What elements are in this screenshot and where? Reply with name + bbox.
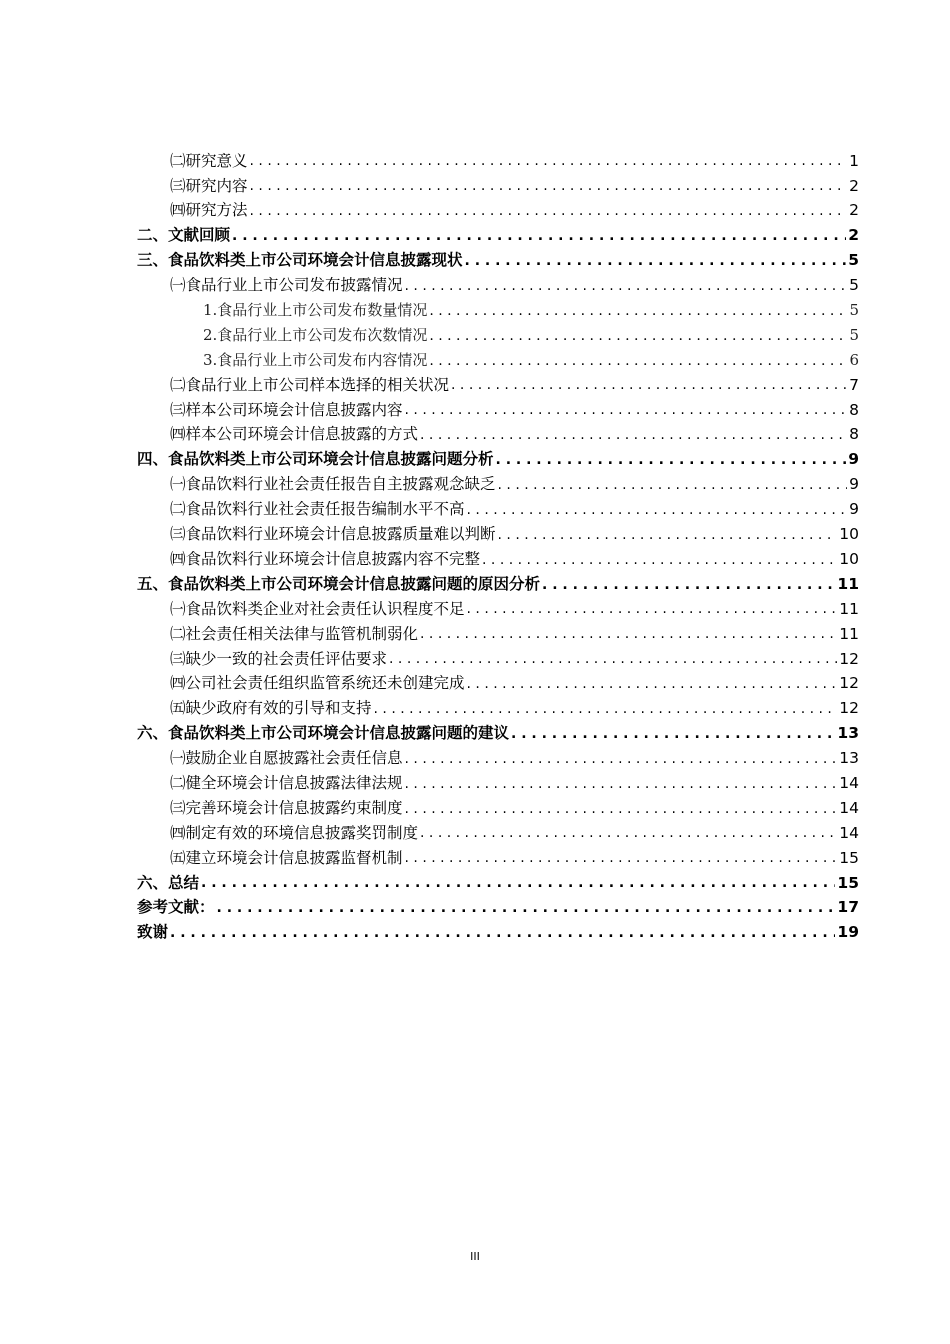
toc-entry-title: ㈠食品行业上市公司发布披露情况 (170, 276, 403, 295)
toc-leader-dots (232, 229, 846, 243)
toc-entry[interactable] (137, 796, 859, 821)
toc-entry-page: 13 (839, 749, 859, 768)
toc-entry-page: 11 (839, 599, 859, 618)
toc-entry-title: ㈣制定有效的环境信息披露奖罚制度 (170, 823, 419, 842)
toc-entry-title: 致谢 (137, 923, 169, 942)
toc-entry-title: 3.食品行业上市公司发布内容情况 (203, 351, 428, 370)
toc-entry[interactable] (137, 896, 859, 921)
toc-entry[interactable] (137, 647, 859, 672)
toc-entry-page: 9 (849, 500, 859, 519)
toc-entry-page: 1 (849, 151, 859, 170)
toc-leader-dots (420, 826, 837, 840)
toc-entry[interactable] (137, 746, 859, 771)
toc-entry[interactable] (137, 249, 859, 274)
toc-leader-dots (511, 727, 835, 741)
toc-leader-dots (467, 602, 838, 616)
toc-entry-page: 5 (849, 276, 859, 295)
toc-entry[interactable] (137, 473, 859, 498)
toc-leader-dots (170, 926, 835, 940)
toc-entry[interactable] (137, 199, 859, 224)
toc-entry-page: 15 (837, 873, 859, 892)
toc-entry[interactable] (137, 697, 859, 722)
toc-entry-page: 2 (849, 201, 859, 220)
toc-leader-dots (250, 154, 847, 168)
toc-leader-dots (496, 453, 847, 467)
toc-entry[interactable] (137, 423, 859, 448)
page-number: III (470, 1250, 480, 1263)
toc-entry[interactable] (137, 821, 859, 846)
toc-entry[interactable] (137, 572, 859, 597)
toc-entry[interactable] (137, 522, 859, 547)
toc-entry-page: 14 (839, 773, 859, 792)
toc-entry-page: 19 (837, 923, 859, 942)
toc-entry-title: ㈠鼓励企业自愿披露社会责任信息 (170, 749, 403, 768)
toc-entry[interactable] (137, 373, 859, 398)
toc-entry-title: 2.食品行业上市公司发布次数情况 (203, 326, 428, 345)
toc-entry-title: 五、食品饮料类上市公司环境会计信息披露问题的原因分析 (137, 574, 541, 593)
toc-leader-dots (250, 179, 847, 193)
toc-entry-page: 14 (839, 823, 859, 842)
toc-entry-title: ㈢研究内容 (170, 176, 248, 195)
toc-entry-page: 10 (839, 549, 859, 568)
toc-entry-title: ㈡社会责任相关法律与监管机制弱化 (170, 624, 419, 643)
toc-entry-page: 10 (839, 525, 859, 544)
toc-entry-page: 2 (849, 176, 859, 195)
toc-leader-dots (429, 304, 847, 318)
toc-entry-title: ㈡研究意义 (170, 151, 248, 170)
toc-entry-page: 5 (849, 326, 859, 345)
toc-entry-title: ㈢样本公司环境会计信息披露内容 (170, 400, 403, 419)
toc-entry[interactable] (137, 273, 859, 298)
toc-entry-title: 二、文献回顾 (137, 226, 231, 245)
toc-leader-dots (465, 254, 847, 268)
toc-leader-dots (498, 528, 838, 542)
toc-entry[interactable] (137, 771, 859, 796)
toc-entry[interactable] (137, 846, 859, 871)
toc-entry-page: 13 (837, 724, 859, 743)
toc-leader-dots (405, 777, 838, 791)
toc-leader-dots (217, 901, 836, 915)
toc-entry-page: 8 (849, 425, 859, 444)
toc-entry-title: ㈠食品饮料行业社会责任报告自主披露观念缺乏 (170, 475, 496, 494)
toc-leader-dots (482, 553, 837, 567)
toc-leader-dots (451, 378, 847, 392)
toc-entry-title: 六、总结 (137, 873, 200, 892)
toc-entry-title: ㈤建立环境会计信息披露监督机制 (170, 848, 403, 867)
toc-entry[interactable] (137, 497, 859, 522)
toc-leader-dots (405, 279, 847, 293)
toc-entry-page: 5 (848, 251, 859, 270)
toc-entry-title: ㈣公司社会责任组织监管系统还未创建完成 (170, 674, 465, 693)
toc-entry[interactable] (137, 298, 859, 323)
toc-entry[interactable] (137, 149, 859, 174)
toc-entry-title: ㈣研究方法 (170, 201, 248, 220)
toc-entry-page: 6 (849, 351, 859, 370)
toc-leader-dots (405, 403, 847, 417)
toc-leader-dots (405, 752, 838, 766)
toc-leader-dots (374, 702, 838, 716)
toc-entry[interactable] (137, 348, 859, 373)
toc-entry[interactable] (137, 547, 859, 572)
toc-leader-dots (467, 677, 838, 691)
toc-leader-dots (429, 354, 847, 368)
toc-entry[interactable] (137, 224, 859, 249)
toc-entry-title: ㈢完善环境会计信息披露约束制度 (170, 798, 403, 817)
toc-leader-dots (467, 503, 847, 517)
toc-entry-title: ㈣样本公司环境会计信息披露的方式 (170, 425, 419, 444)
toc-leader-dots (429, 329, 847, 343)
toc-entry[interactable] (137, 323, 859, 348)
toc-entry-title: ㈢食品饮料行业环境会计信息披露质量难以判断 (170, 525, 496, 544)
toc-leader-dots (498, 478, 847, 492)
toc-entry-page: 9 (849, 475, 859, 494)
toc-entry-page: 11 (839, 624, 859, 643)
toc-leader-dots (420, 627, 837, 641)
toc-entry-title: ㈡食品饮料行业社会责任报告编制水平不高 (170, 500, 465, 519)
toc-leader-dots (389, 652, 837, 666)
toc-entry[interactable] (137, 871, 859, 896)
toc-entry-title: ㈢缺少一致的社会责任评估要求 (170, 649, 388, 668)
toc-entry-title: ㈤缺少政府有效的引导和支持 (170, 699, 372, 718)
toc-entry[interactable] (137, 921, 859, 946)
toc-entry-title: ㈡健全环境会计信息披露法律法规 (170, 773, 403, 792)
toc-entry[interactable] (137, 622, 859, 647)
toc-entry-page: 7 (849, 375, 859, 394)
toc-entry-title: 1.食品行业上市公司发布数量情况 (203, 301, 428, 320)
toc-entry-page: 15 (839, 848, 859, 867)
toc-entry-page: 12 (839, 699, 859, 718)
toc-entry[interactable] (137, 398, 859, 423)
toc-entry[interactable] (137, 448, 859, 473)
toc-entry-page: 17 (837, 898, 859, 917)
toc-entry[interactable] (137, 721, 859, 746)
toc-entry[interactable] (137, 672, 859, 697)
toc-leader-dots (250, 204, 847, 218)
toc-entry-title: ㈠食品饮料类企业对社会责任认识程度不足 (170, 599, 465, 618)
toc-entry-page: 14 (839, 798, 859, 817)
toc-entry-page: 5 (849, 301, 859, 320)
toc-entry-title: 参考文献： (137, 898, 215, 917)
toc-entry[interactable] (137, 597, 859, 622)
toc-entry-page: 9 (848, 450, 859, 469)
toc-leader-dots (201, 876, 835, 890)
toc-leader-dots (542, 578, 835, 592)
toc-entry-page: 11 (837, 574, 859, 593)
table-of-contents (137, 149, 859, 946)
toc-leader-dots (420, 428, 847, 442)
toc-leader-dots (405, 851, 838, 865)
toc-entry[interactable] (137, 174, 859, 199)
toc-entry-page: 2 (848, 226, 859, 245)
toc-entry-page: 12 (839, 649, 859, 668)
toc-entry-title: ㈣食品饮料行业环境会计信息披露内容不完整 (170, 549, 481, 568)
toc-entry-page: 12 (839, 674, 859, 693)
toc-entry-page: 8 (849, 400, 859, 419)
toc-entry-title: 六、食品饮料类上市公司环境会计信息披露问题的建议 (137, 724, 510, 743)
toc-entry-title: ㈡食品行业上市公司样本选择的相关状况 (170, 375, 450, 394)
toc-entry-title: 三、食品饮料类上市公司环境会计信息披露现状 (137, 251, 463, 270)
toc-entry-title: 四、食品饮料类上市公司环境会计信息披露问题分析 (137, 450, 494, 469)
toc-leader-dots (405, 802, 838, 816)
